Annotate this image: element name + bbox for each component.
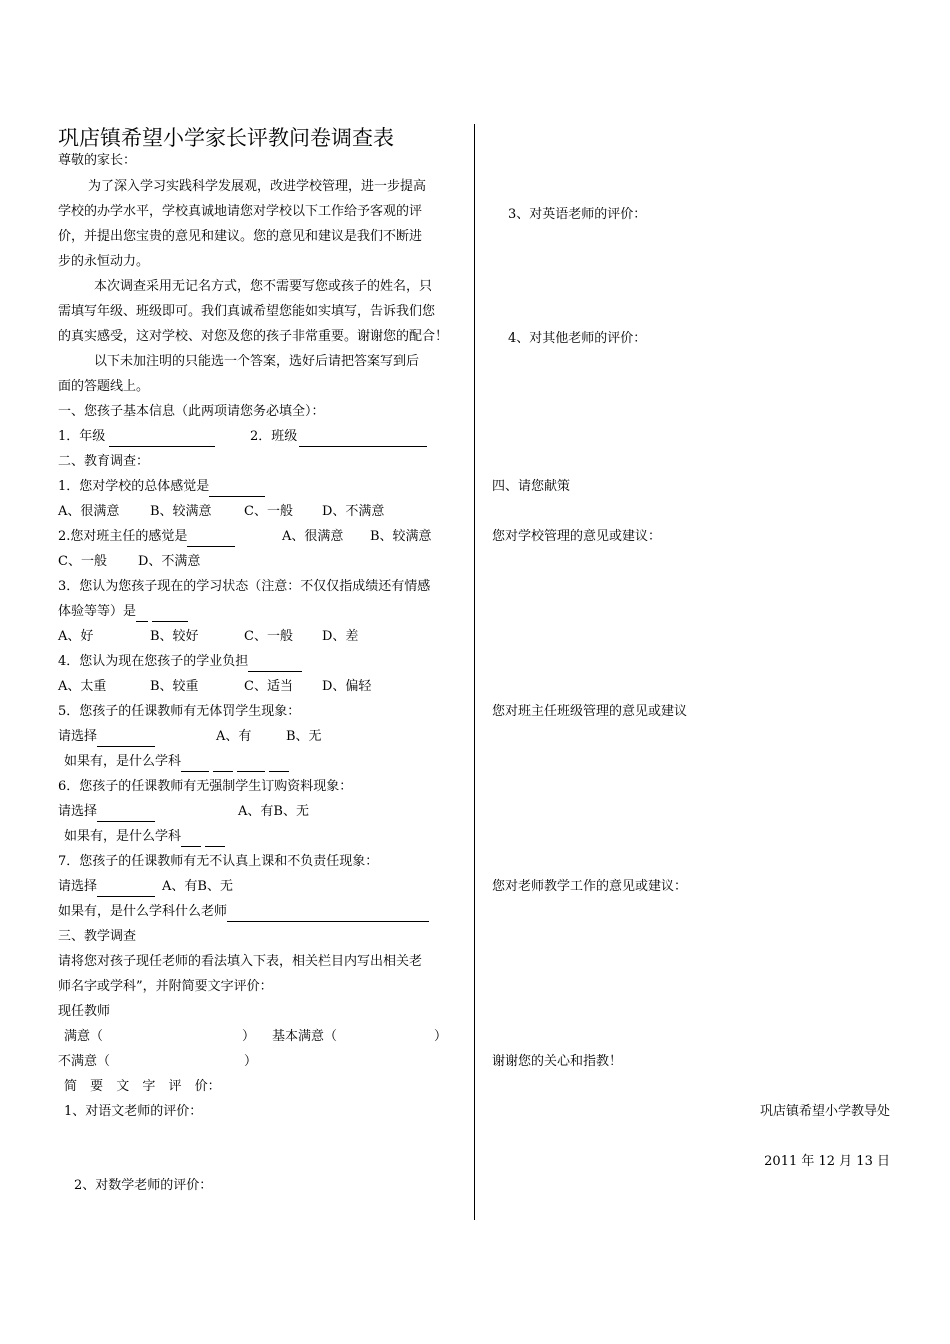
satisfied-label: 满意（ [64,1029,104,1044]
other-teacher-eval: 4、对其他老师的评价： [508,331,647,346]
q7-options: A、有B、无 [162,879,233,894]
satisfied-input[interactable] [126,1028,240,1046]
answer-line[interactable] [213,753,233,772]
answer-line[interactable] [237,753,265,772]
q2-option-b: B、较满意 [370,529,432,544]
intro-line: 步的永恒动力。 [58,254,150,269]
greeting: 尊敬的家长： [58,153,137,168]
answer-line[interactable] [269,753,289,772]
grade-answer-line[interactable] [109,428,215,447]
answer-line[interactable] [181,828,201,847]
teaching-work-prompt: 您对老师教学工作的意见或建议： [492,879,688,894]
basic-satisfied-label: 基本满意（ [272,1029,338,1044]
brief-evaluation-label: 简 要 文 字 评 价： [64,1079,221,1094]
intro-line: 以下未加注明的只能选一个答案，选好后请把答案写到后 [94,354,420,369]
q7-followup[interactable] [58,903,429,922]
question-3[interactable] [58,603,188,622]
q4-option-b: B、较重 [150,679,199,694]
followup-label: 如果有，是什么学科 [64,829,182,844]
q7-select[interactable] [58,878,155,897]
class-field[interactable] [250,428,427,447]
answer-line[interactable] [152,603,188,622]
q3-option-b: B、较好 [150,629,199,644]
q4-option-d: D、偏轻 [322,679,372,694]
q5-select[interactable] [58,728,155,747]
intro-line: 价，并提出您宝贵的意见和建议。您的意见和建议是我们不断进 [58,229,423,244]
q3-option-d: D、差 [322,629,359,644]
q1-option-b: B、较满意 [150,504,212,519]
section-heading-teaching: 三、教学调查 [58,929,137,944]
select-label: 请选择 [58,729,98,744]
q1-option-a: A、很满意 [58,504,120,519]
column-divider [474,124,475,1220]
question-2-text: 2.您对班主任的感觉是 [58,529,188,544]
math-teacher-eval: 2、对数学老师的评价： [74,1178,213,1193]
grade-field[interactable] [58,428,215,447]
answer-line[interactable] [227,903,429,922]
answer-line[interactable] [209,478,265,497]
q2-option-c: C、一般 [58,554,107,569]
question-6: 6．您孩子的任课教师有无强制学生订购资料现象： [58,779,353,794]
intro-line: 的真实感受，这对学校、对您及您的孩子非常重要。谢谢您的配合！ [58,329,449,344]
signature: 巩店镇希望小学教导处 [759,1104,890,1119]
q5-followup[interactable] [64,753,289,772]
question-1[interactable] [58,478,265,497]
answer-line[interactable] [248,653,302,672]
unsatisfied-label: 不满意（ [58,1054,111,1069]
q3-option-a: A、好 [58,629,94,644]
page-title: 巩店镇希望小学家长评教问卷调查表 [58,126,394,150]
q6-select[interactable] [58,803,155,822]
q2-option-a: A、很满意 [282,529,344,544]
intro-line: 面的答题线上。 [58,379,150,394]
basic-satisfied-input[interactable] [344,1028,432,1046]
basic-satisfied-close: ） [434,1029,448,1044]
thanks-note: 谢谢您的关心和指教！ [492,1054,623,1069]
class-answer-line[interactable] [299,428,427,447]
q6-options: A、有B、无 [238,804,309,819]
question-3-line-1: 3．您认为您孩子现在的学习状态（注意：不仅仅指成绩还有情感 [58,579,431,594]
teaching-desc-line: 师名字或学科”，并附简要文字评价： [58,979,273,994]
question-1-text: 1．您对学校的总体感觉是 [58,479,210,494]
teaching-desc-line: 请将您对孩子现任老师的看法填入下表，相关栏目内写出相关老 [58,954,423,969]
satisfied-close: ） [242,1029,256,1044]
followup-label: 如果有，是什么学科 [64,754,182,769]
q5-option-b: B、无 [286,729,322,744]
intro-line: 需填写年级、班级即可。我们真诚希望您能如实填写，告诉我们您 [58,304,436,319]
class-mgmt-prompt: 您对班主任班级管理的意见或建议 [492,704,688,719]
q3-option-c: C、一般 [244,629,293,644]
q4-option-a: A、太重 [58,679,107,694]
unsatisfied-close: ） [244,1054,258,1069]
class-label: 2．班级 [250,429,298,444]
unsatisfied-input[interactable] [124,1053,242,1071]
question-3-text: 体验等等）是 [58,604,137,619]
followup-label: 如果有，是什么学科什么老师 [58,904,228,919]
answer-line[interactable] [97,728,155,747]
q4-option-c: C、适当 [244,679,293,694]
intro-line: 本次调查采用无记名方式，您不需要写您或孩子的姓名，只 [94,279,433,294]
section-heading-suggestions: 四、请您献策 [492,479,571,494]
grade-label: 1．年级 [58,429,106,444]
date: 2011 年 12 月 13 日 [764,1154,890,1169]
answer-line[interactable] [97,803,155,822]
school-mgmt-prompt: 您对学校管理的意见或建议： [492,529,662,544]
answer-line[interactable] [181,753,209,772]
section-heading-basic-info: 一、您孩子基本信息（此两项请您务必填全）： [58,404,325,419]
question-4-text: 4．您认为现在您孩子的学业负担 [58,654,249,669]
question-2[interactable] [58,528,235,547]
answer-line[interactable] [205,828,225,847]
q1-option-c: C、一般 [244,504,293,519]
section-heading-education: 二、教育调查： [58,454,150,469]
english-teacher-eval: 3、对英语老师的评价： [508,207,647,222]
intro-line: 为了深入学习实践科学发展观，改进学校管理，进一步提高 [88,179,427,194]
intro-line: 学校的办学水平，学校真诚地请您对学校以下工作给予客观的评 [58,204,423,219]
q6-followup[interactable] [64,828,225,847]
chinese-teacher-eval: 1、对语文老师的评价： [64,1104,203,1119]
q5-option-a: A、有 [216,729,252,744]
question-4[interactable] [58,653,302,672]
select-label: 请选择 [58,804,98,819]
answer-line[interactable] [97,878,155,897]
question-5: 5．您孩子的任课教师有无体罚学生现象： [58,704,301,719]
question-7: 7．您孩子的任课教师有无不认真上课和不负责任现象： [58,854,379,869]
q1-option-d: D、不满意 [322,504,385,519]
current-teachers-label: 现任教师 [58,1004,111,1019]
q2-option-d: D、不满意 [138,554,201,569]
answer-line[interactable] [187,528,235,547]
answer-line[interactable] [136,603,148,622]
select-label: 请选择 [58,879,98,894]
